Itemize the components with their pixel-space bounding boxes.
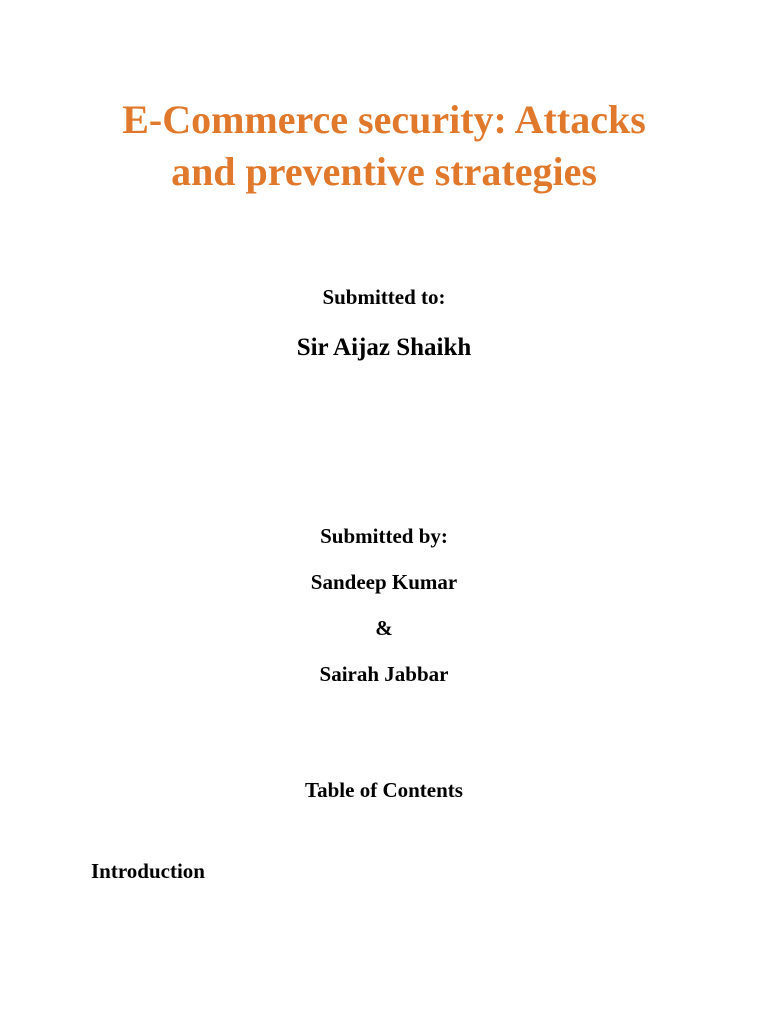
submitted-to-name: Sir Aijaz Shaikh xyxy=(296,334,472,361)
title-line-1: E-Commerce security: Attacks xyxy=(122,97,646,142)
submitted-by-label: Submitted by: xyxy=(320,524,448,548)
author-1: Sandeep Kumar xyxy=(310,570,458,594)
author-2: Sairah Jabbar xyxy=(319,662,449,686)
submitted-to-label: Submitted to: xyxy=(322,285,446,309)
title-line-2: and preventive strategies xyxy=(171,149,597,194)
toc-heading: Table of Contents xyxy=(305,778,463,802)
ampersand: & xyxy=(375,616,393,640)
document-title xyxy=(0,94,768,198)
toc-item-introduction: Introduction xyxy=(91,859,205,883)
